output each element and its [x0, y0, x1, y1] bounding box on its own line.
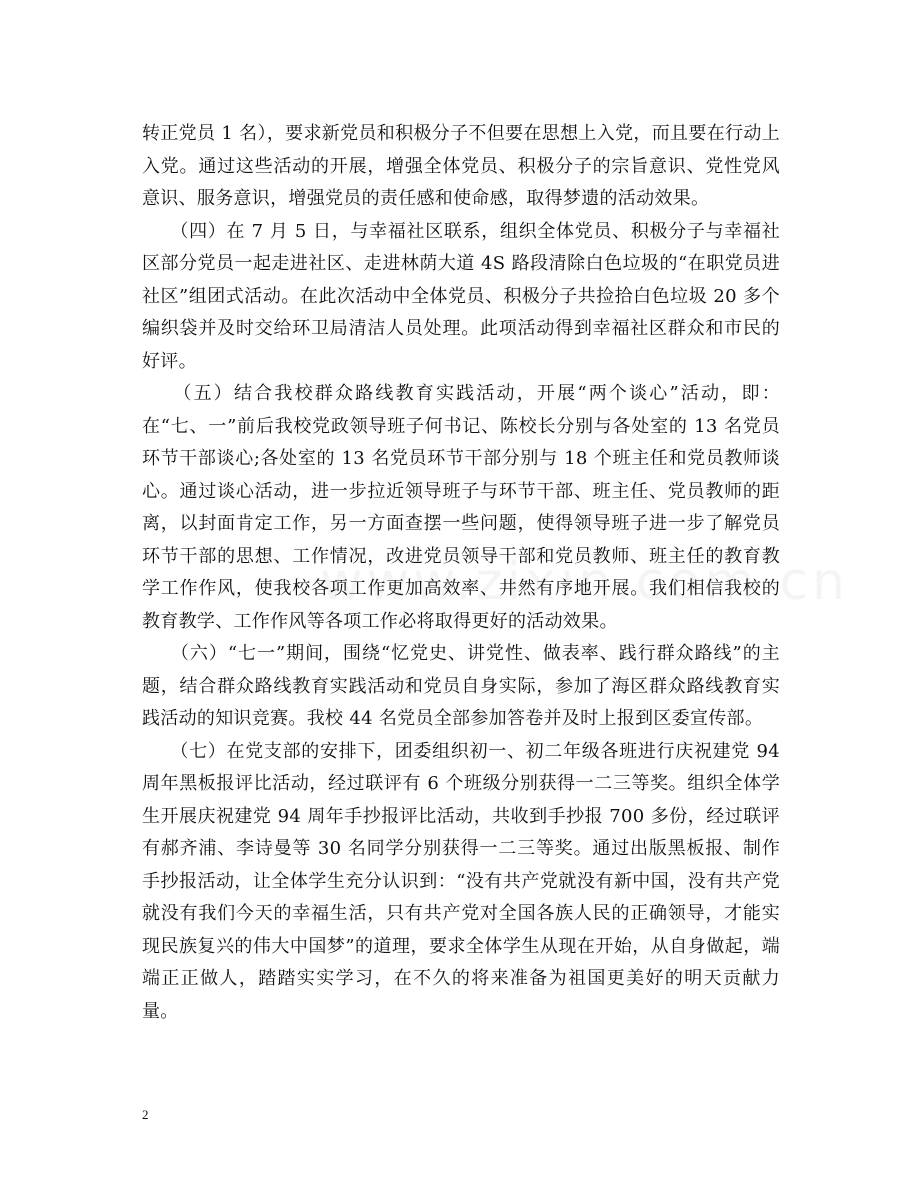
paragraph-continued: 转正党员 1 名），要求新党员和积极分子不但要在思想上入党，而且要在行动上入党。通过这些活动的开展，增强全体党员、积极分子的宗旨意识、党性党风意识、服务意识，增强党员的责任感和使命感，取得梦遗的活动效果。 — [142, 123, 780, 209]
document-body — [142, 118, 787, 1028]
page-number: 2 — [142, 1107, 149, 1122]
paragraph-section-4: （四）在 7 月 5 日，与幸福社区联系，组织全体党员、积极分子与幸福社区部分党员一起走进社区、走进林荫大道 4S 路段清除白色垃圾的“在职党员进社区”组团式活动。在此次活动中全体党员、积极分子共捡拾白色垃圾 20 多个编织袋并及时交给环卫局清洁人员处理。此项活动得到幸福社区群众和市民的好评。 — [142, 220, 780, 372]
paragraph-section-7: （七）在党支部的安排下，团委组织初一、初二年级各班进行庆祝建党 94 周年黑板报评比活动，经过联评有 6 个班级分别获得一二三等奖。组织全体学生开展庆祝建党 94 周年手抄报评比活动，共收到手抄报 700 多份，经过联评有郝齐浦、李诗曼等 30 名同学分别获得一二三等奖。通过出版黑板报、制作手抄报活动，让全体学生充分认识到：“没有共产党就没有新中国，没有共产党就没有我们今天的幸福生活，只有共产党对全国各族人民的正确领导，才能实现民族复兴的伟大中国梦”的道理，要求全体学生从现在开始，从自身做起，端端正正做人，踏踏实实学习，在不久的将来准备为祖国更美好的明天贡献力量。 — [142, 740, 787, 1022]
paragraph-section-5: （五）结合我校群众路线教育实践活动，开展“两个谈心”活动，即：在“七、一”前后我校党政领导班子何书记、陈校长分别与各处室的 13 名党员环节干部谈心;各处室的 13 名党员环节干部分别与 18 个班主任和党员教师谈心。通过谈心活动，进一步拉近领导班子与环节干部、班主任、党员教师的距离，以封面肯定工作，另一方面查摆一些问题，使得领导班子进一步了解党员环节干部的思想、工作情况，改进党员领导干部和党员教师、班主任的教育教学工作作风，使我校各项工作更加高效率、井然有序地开展。我们相信我校的教育教学、工作作风等各项工作必将取得更好的活动效果。 — [142, 383, 780, 632]
paragraph-section-6: （六）“七一”期间，围绕“忆党史、讲党性、做表率、践行群众路线”的主题，结合群众路线教育实践活动和党员自身实际，参加了海区群众路线教育实践活动的知识竞赛。我校 44 名党员全部参加答卷并及时上报到区委宣传部。 — [142, 643, 780, 729]
